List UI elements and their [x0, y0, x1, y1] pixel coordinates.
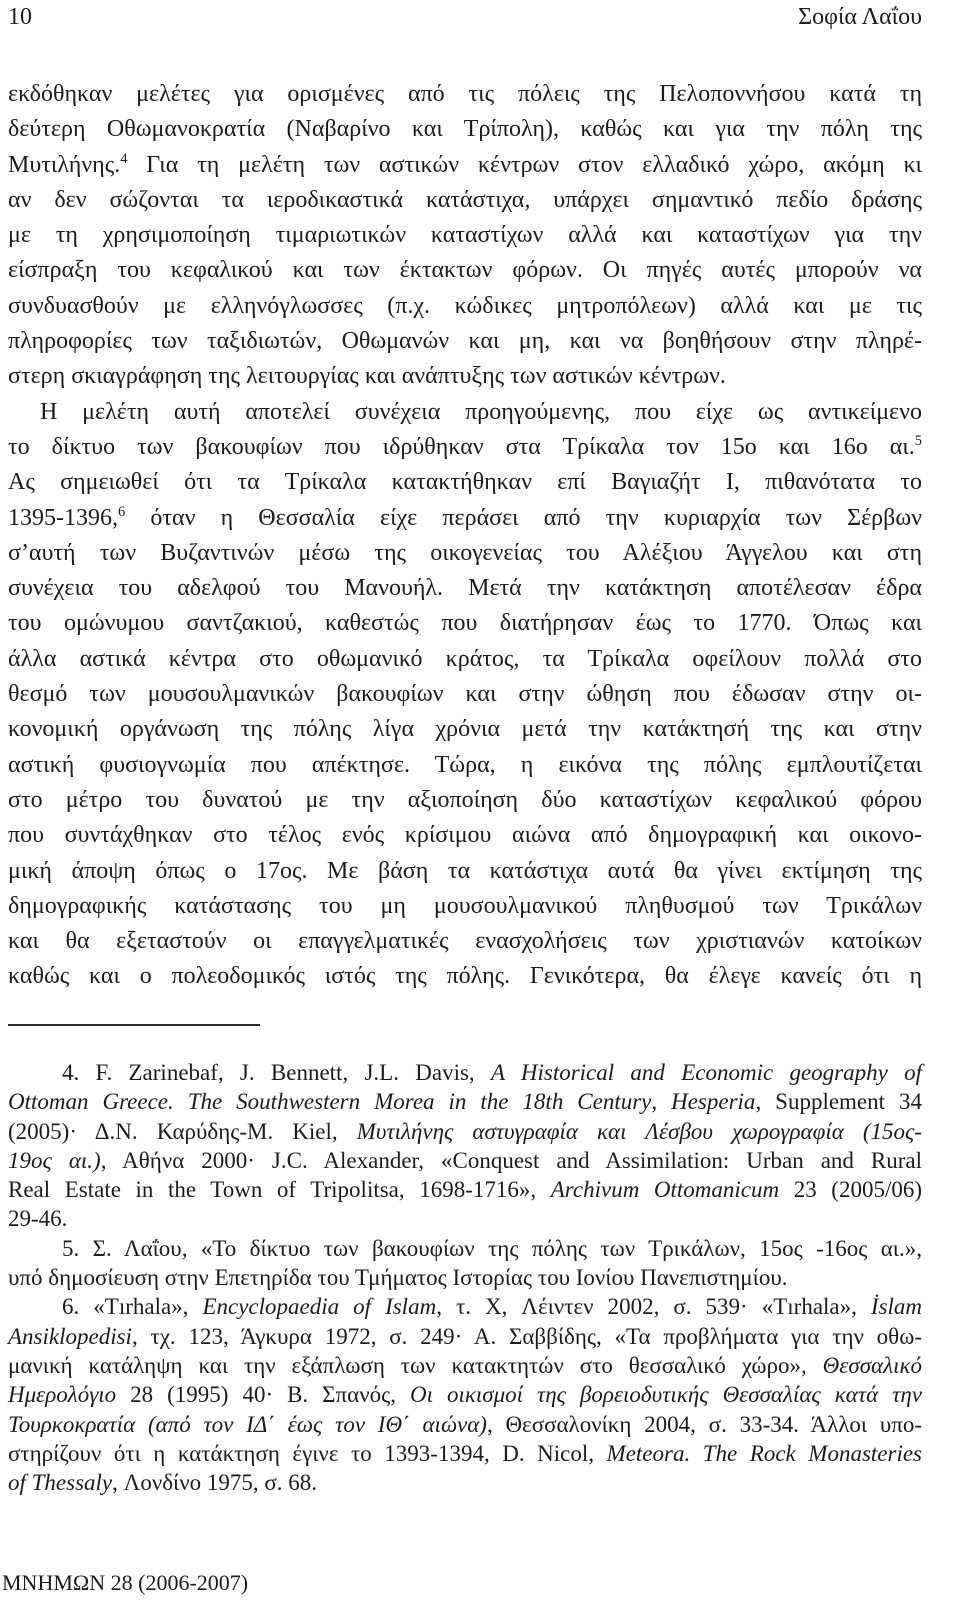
footnote	[8, 1292, 922, 1497]
text-line	[8, 289, 922, 324]
text-line	[8, 148, 922, 183]
text-run: Για τη μελέτη των αστικών κέντρων στον ελλαδικό χώρο, ακόμη κι	[127, 151, 922, 178]
text-run: (2005)· Δ.Ν. Καρύδης-M. Kiel,	[8, 1118, 357, 1144]
italic-title: Ημερολόγιο	[8, 1382, 117, 1408]
italic-title: 19ος αι.)	[8, 1147, 101, 1173]
text-run: 28 (1995) 40· Β. Σπανός,	[116, 1382, 410, 1408]
text-line	[8, 854, 922, 889]
text-run: Μυτιλήνης.	[8, 151, 121, 178]
text-line	[8, 606, 922, 641]
text-run: άλλα αστικά κέντρα στο οθωμανικό κράτος, τα Τρίκαλα οφείλουν πολλά στο	[8, 645, 922, 672]
text-run: με τη χρησιμοποίηση τιμαριωτικών καταστίχων αλλά και καταστίχων για την	[8, 222, 922, 249]
page-header	[8, 2, 922, 32]
text-run: , Αθήνα 2000· J.C. Alexander, «Conquest and Assimilation: Urban and Rural	[100, 1147, 922, 1173]
text-run: που συντάχθηκαν στο τέλος ενός κρίσιμου αιώνα από δημογραφική και οικονο-	[8, 822, 922, 849]
text-line	[8, 783, 922, 818]
italic-title: Meteora. The Rock Monasteries	[606, 1440, 923, 1466]
italic-title: Ottoman Greece. The Southwestern Morea in the 18th Century	[8, 1089, 652, 1115]
text-line	[8, 1351, 922, 1380]
text-run: το δίκτυο των βακουφίων που ιδρύθηκαν στα Τρίκαλα τον 15ο και 16ο αι.	[8, 433, 915, 460]
text-run: , τ. X, Λέιντεν 2002, σ. 539· «Tırhala»,	[436, 1294, 871, 1320]
text-line	[8, 465, 922, 500]
text-line	[8, 889, 922, 924]
text-run: αν δεν σώζονται τα ιεροδικαστικά κατάστιχα, υπάρχει σημαντικό πεδίο δράσης	[8, 186, 922, 213]
text-run: 1395-1396,	[8, 504, 118, 531]
italic-title: A Historical and Economic geography of	[490, 1060, 922, 1085]
footnote-reference: 6	[118, 503, 126, 520]
text-line	[8, 571, 922, 606]
running-head-author: Σοφία Λαΐου	[798, 4, 922, 30]
text-run: αστική φυσιογνωμία που απέκτησε. Τώρα, η εικόνα της πόλης εμπλουτίζεται	[8, 751, 922, 778]
journal-issue: ΜΝΗΜΩΝ 28 (2006-2007)	[2, 1570, 249, 1595]
text-run: δημογραφικής κατάστασης του μη μουσουλμανικού πληθυσμού των Τρικάλων	[8, 892, 922, 919]
text-line	[8, 1322, 922, 1351]
text-line	[8, 642, 922, 677]
italic-title: Θεσσαλικό	[822, 1352, 922, 1378]
text-run: , Θεσσαλονίκη 2004, σ. 33-34. Άλλοι υπο-	[486, 1411, 922, 1437]
text-run: του ομώνυμου σαντζακιού, καθεστώς που διατήρησαν έως το 1770. Όπως και	[8, 610, 922, 637]
text-run: δεύτερη Οθωμανοκρατία (Ναβαρίνο και Τρίπολη), καθώς και για την πόλη της	[8, 116, 922, 143]
text-line	[8, 677, 922, 712]
text-line	[8, 1234, 922, 1263]
text-line	[8, 359, 922, 394]
text-run: Η μελέτη αυτή αποτελεί συνέχεια προηγούμενης, που είχε ως αντικείμενο	[40, 398, 922, 425]
text-run: στο μέτρο του δυνατού με την αξιοποίηση δύο καταστίχων κεφαλικού φόρου	[8, 786, 922, 813]
text-run: Real Estate in the Town of Tripolitsa, 1698-1716»,	[8, 1177, 551, 1203]
italic-title: Archivum Ottomanicum	[550, 1177, 780, 1203]
page-footer	[2, 1569, 248, 1597]
text-line	[8, 959, 922, 994]
text-line	[8, 818, 922, 853]
text-line	[8, 1439, 922, 1468]
text-line	[8, 112, 922, 147]
text-run: μανική κατάληψη και την εξάπλωση των κατακτητών στο θεσσαλικό χώρο»,	[8, 1352, 823, 1378]
text-line	[8, 1146, 922, 1175]
text-line	[8, 1087, 922, 1116]
text-run: όταν η Θεσσαλία είχε περάσει από την κυριαρχία των Σέρβων	[125, 504, 922, 531]
text-run: Ας σημειωθεί ότι τα Τρίκαλα κατακτήθηκαν επί Βαγιαζήτ Ι, πιθανότατα το	[8, 469, 922, 496]
text-run: , τχ. 123, Άγκυρα 1972, σ. 249· Α. Σαββίδης, «Τα προβλήματα για την οθω-	[131, 1323, 922, 1349]
footnote-reference: 5	[914, 433, 922, 450]
text-line	[8, 1175, 922, 1204]
text-line	[8, 1058, 922, 1087]
text-run: μική άποψη όπως ο 17ος. Με βάση τα κατάστιχα αυτά θα γίνει εκτίμηση της	[8, 857, 922, 884]
footnote	[8, 1234, 922, 1293]
italic-title: Hesperia	[671, 1089, 756, 1115]
footnote-number: 6.	[62, 1294, 80, 1320]
text-run: , Λονδίνο 1975, σ. 68.	[112, 1470, 318, 1496]
italic-title: of Thessaly	[8, 1470, 113, 1496]
text-line	[8, 1117, 922, 1146]
text-run: 29-46.	[8, 1206, 68, 1232]
text-line	[8, 430, 922, 465]
text-run: σ’αυτή των Βυζαντινών μέσω της οικογενείας του Αλέξιου Άγγελου και στη	[8, 539, 922, 566]
text-line	[8, 395, 922, 430]
text-run: πληροφορίες των ταξιδιωτών, Οθωμανών και μη, και να βοηθήσουν στην πληρέ-	[8, 328, 922, 355]
text-run: υπό δημοσίευση στην Επετηρίδα του Τμήματος Ιστορίας του Ιονίου Πανεπιστημίου.	[8, 1265, 788, 1291]
text-run: ,	[651, 1089, 672, 1115]
text-line	[8, 77, 922, 112]
text-run: και θα εξεταστούν οι επαγγελματικές ενασχολήσεις των χριστιανών κατοίκων	[8, 928, 922, 955]
text-line	[8, 712, 922, 747]
footnote-number: 4.	[62, 1060, 80, 1085]
text-line	[8, 1204, 922, 1233]
text-run: στερη σκιαγράφηση της λειτουργίας και ανάπτυξης των αστικών κέντρων.	[8, 363, 726, 390]
text-line	[8, 183, 922, 218]
text-line	[8, 1468, 922, 1497]
text-line	[8, 253, 922, 288]
text-run: εκδόθηκαν μελέτες για ορισμένες από τις πόλεις της Πελοποννήσου κατά τη	[8, 81, 922, 107]
footnote-reference: 4	[120, 150, 128, 167]
paragraph	[8, 395, 922, 995]
text-line	[8, 1292, 922, 1321]
text-line	[8, 324, 922, 359]
text-run: θεσμό των μουσουλμανικών βακουφίων και στην ώθηση που έδωσαν στην οι-	[8, 681, 922, 708]
text-run: Σ. Λαΐου, «Το δίκτυο των βακουφίων της πόλης των Τρικάλων, 15ος -16ος αι.»,	[92, 1235, 922, 1261]
text-run: , Supplement 34	[755, 1089, 922, 1115]
italic-title: Ansiklopedisi	[8, 1323, 132, 1349]
text-run: 23 (2005/06)	[779, 1177, 922, 1203]
text-run: συνέχεια του αδελφού του Μανουήλ. Μετά την κατάκτηση αποτέλεσαν έδρα	[8, 575, 922, 602]
italic-title: Οι οικισμοί της βορειοδυτικής Θεσσαλίας κατά την	[409, 1382, 922, 1408]
page-number: 10	[8, 4, 32, 30]
footnote-number: 5.	[62, 1235, 80, 1261]
text-run: συνδυασθούν με ελληνόγλωσσες (π.χ. κώδικες μητροπόλεων) αλλά και με τις	[8, 292, 922, 319]
text-line	[8, 218, 922, 253]
text-run: κονομική οργάνωση της πόλης λίγα χρόνια μετά την κατάκτησή της και στην	[8, 716, 922, 743]
footnotes	[8, 1058, 922, 1497]
italic-title: İslam	[870, 1294, 923, 1320]
text-line	[8, 501, 922, 536]
text-run: είσπραξη του κεφαλικού και των έκτακτων φόρων. Οι πηγές αυτές μπορούν να	[8, 257, 922, 284]
text-line	[8, 748, 922, 783]
text-line	[8, 536, 922, 571]
body-text	[8, 77, 922, 995]
text-run: «Tırhala»,	[93, 1294, 203, 1320]
footnote-separator-rule	[8, 1024, 260, 1026]
italic-title: Encyclopaedia of Islam	[202, 1294, 437, 1320]
italic-title: Μυτιλήνης αστυγραφία και Λέσβου χωρογραφία (15ος-	[356, 1118, 922, 1144]
text-run: F. Zarinebaf, J. Bennett, J.L. Davis,	[95, 1060, 491, 1085]
text-line	[8, 1380, 922, 1409]
paragraph	[8, 77, 922, 395]
footnote	[8, 1058, 922, 1234]
text-run: στηρίζουν ότι η κατάκτηση έγινε το 1393-1394, D. Nicol,	[8, 1440, 607, 1466]
text-run: καθώς και ο πολεοδομικός ιστός της πόλης. Γενικότερα, θα έλεγε κανείς ότι η	[8, 963, 922, 990]
text-line	[8, 1263, 922, 1292]
italic-title: Τουρκοκρατία (από τον ΙΔ΄ έως τον ΙΘ΄ αιώνα)	[8, 1411, 487, 1437]
text-line	[8, 924, 922, 959]
text-line	[8, 1410, 922, 1439]
